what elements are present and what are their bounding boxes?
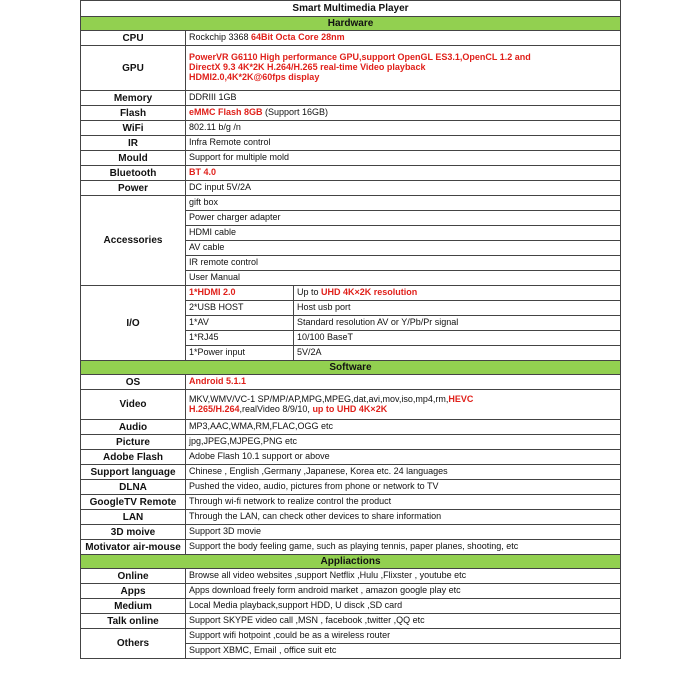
power-label: Power — [81, 181, 186, 196]
motivator-value: Support the body feeling game, such as playing tennis, paper planes, shooting, etc — [186, 540, 621, 555]
io-desc: Standard resolution AV or Y/Pb/Pr signal — [294, 316, 621, 331]
row-picture — [81, 435, 621, 450]
video-codecs: H.265/H.264 — [189, 403, 240, 414]
row-medium — [81, 599, 621, 614]
row-talk-online — [81, 614, 621, 629]
flash-highlight: eMMC Flash 8GB — [189, 107, 263, 118]
support-language-label: Support language — [81, 465, 186, 480]
row-power — [81, 181, 621, 196]
io-desc: Host usb port — [294, 301, 621, 316]
adobe-flash-value: Adobe Flash 10.1 support or above — [186, 450, 621, 465]
row-bluetooth — [81, 166, 621, 181]
flash-label: Flash — [81, 106, 186, 121]
accessory-item: gift box — [186, 196, 621, 211]
title-row — [81, 1, 621, 17]
talk-online-value: Support SKYPE video call ,MSN , facebook ,twitter ,QQ etc — [186, 614, 621, 629]
others-item: Support wifi hotpoint ,could be as a wireless router — [186, 629, 621, 644]
row-others — [81, 629, 621, 644]
talk-online-label: Talk online — [81, 614, 186, 629]
video-uhd: up to UHD 4K×2K — [312, 403, 388, 414]
row-motivator — [81, 540, 621, 555]
flash-suffix: (Support 16GB) — [262, 107, 329, 118]
row-audio — [81, 420, 621, 435]
others-item: Support XBMC, Email , office suit etc — [186, 644, 621, 659]
io-desc: 10/100 BaseT — [294, 331, 621, 346]
table-title: Smart Multimedia Player — [81, 1, 621, 17]
online-value: Browse all video websites ,support Netflix ,Hulu ,Flixster , youtube etc — [186, 569, 621, 584]
row-dlna — [81, 480, 621, 495]
dlna-value: Pushed the video, audio, pictures from phone or network to TV — [186, 480, 621, 495]
apps-value: Apps download freely form android market , amazon google play etc — [186, 584, 621, 599]
row-os — [81, 375, 621, 390]
ir-value: Infra Remote control — [186, 136, 621, 151]
video-label: Video — [81, 390, 186, 420]
section-hardware: Hardware — [81, 17, 621, 31]
gpu-line-2: DirectX 9.3 4K*2K H.264/H.265 real-time Video playback — [189, 62, 426, 73]
adobe-flash-label: Adobe Flash — [81, 450, 186, 465]
wifi-label: WiFi — [81, 121, 186, 136]
row-support-language — [81, 465, 621, 480]
row-video — [81, 390, 621, 420]
io-port: 1*Power input — [186, 346, 294, 361]
gpu-line-1: PowerVR G6110 High performance GPU,support OpenGL ES3.1,OpenCL 1.2 and — [189, 52, 531, 63]
io-desc-prefix: Up to — [297, 287, 322, 298]
mould-value: Support for multiple mold — [186, 151, 621, 166]
row-adobe-flash — [81, 450, 621, 465]
os-label: OS — [81, 375, 186, 390]
section-row-software — [81, 361, 621, 375]
row-online — [81, 569, 621, 584]
wifi-value: 802.11 b/g /n — [186, 121, 621, 136]
gpu-label: GPU — [81, 46, 186, 91]
row-ir — [81, 136, 621, 151]
apps-label: Apps — [81, 584, 186, 599]
io-port: 2*USB HOST — [186, 301, 294, 316]
motivator-label: Motivator air-mouse — [81, 540, 186, 555]
row-io — [81, 286, 621, 301]
accessory-item: AV cable — [186, 241, 621, 256]
online-label: Online — [81, 569, 186, 584]
video-hevc: HEVC — [448, 393, 474, 404]
medium-value: Local Media playback,support HDD, U disck ,SD card — [186, 599, 621, 614]
flash-value — [186, 106, 621, 121]
3d-movie-label: 3D moive — [81, 525, 186, 540]
section-row-applications — [81, 555, 621, 569]
googletv-label: GoogleTV Remote — [81, 495, 186, 510]
row-wifi — [81, 121, 621, 136]
bluetooth-value: BT 4.0 — [186, 166, 621, 181]
row-3d-movie — [81, 525, 621, 540]
spec-table — [80, 0, 621, 659]
cpu-label: CPU — [81, 31, 186, 46]
row-gpu — [81, 46, 621, 91]
cpu-prefix: Rockchip 3368 — [189, 32, 252, 43]
row-lan — [81, 510, 621, 525]
audio-value: MP3,AAC,WMA,RM,FLAC,OGG etc — [186, 420, 621, 435]
video-formats: MKV,WMV/VC-1 SP/MP/AP,MPG,MPEG,dat,avi,mov,iso,mp4,rm, — [189, 393, 449, 404]
dlna-label: DLNA — [81, 480, 186, 495]
io-desc-highlight: UHD 4K×2K resolution — [321, 287, 418, 298]
googletv-value: Through wi-fi network to realize control the product — [186, 495, 621, 510]
io-label: I/O — [81, 286, 186, 361]
cpu-value — [186, 31, 621, 46]
row-accessories — [81, 196, 621, 211]
gpu-value — [186, 46, 621, 91]
section-software: Software — [81, 361, 621, 375]
row-flash — [81, 106, 621, 121]
section-applications: Appliactions — [81, 555, 621, 569]
gpu-line-3: HDMI2.0,4K*2K@60fps display — [189, 71, 320, 82]
accessory-item: User Manual — [186, 271, 621, 286]
video-line-2 — [189, 405, 617, 415]
row-memory — [81, 91, 621, 106]
row-mould — [81, 151, 621, 166]
io-desc — [294, 286, 621, 301]
ir-label: IR — [81, 136, 186, 151]
video-value — [186, 390, 621, 420]
row-googletv — [81, 495, 621, 510]
bluetooth-label: Bluetooth — [81, 166, 186, 181]
io-port: 1*RJ45 — [186, 331, 294, 346]
picture-label: Picture — [81, 435, 186, 450]
io-desc: 5V/2A — [294, 346, 621, 361]
accessory-item: Power charger adapter — [186, 211, 621, 226]
video-realvideo: ,realVideo 8/9/10, — [239, 403, 313, 414]
os-value: Android 5.1.1 — [186, 375, 621, 390]
row-apps — [81, 584, 621, 599]
accessory-item: IR remote control — [186, 256, 621, 271]
io-port: 1*AV — [186, 316, 294, 331]
section-row-hardware — [81, 17, 621, 31]
io-port: 1*HDMI 2.0 — [186, 286, 294, 301]
medium-label: Medium — [81, 599, 186, 614]
accessory-item: HDMI cable — [186, 226, 621, 241]
memory-value: DDRIII 1GB — [186, 91, 621, 106]
power-value: DC input 5V/2A — [186, 181, 621, 196]
audio-label: Audio — [81, 420, 186, 435]
lan-label: LAN — [81, 510, 186, 525]
accessories-label: Accessories — [81, 196, 186, 286]
mould-label: Mould — [81, 151, 186, 166]
memory-label: Memory — [81, 91, 186, 106]
others-label: Others — [81, 629, 186, 659]
support-language-value: Chinese , English ,Germany ,Japanese, Korea etc. 24 languages — [186, 465, 621, 480]
3d-movie-value: Support 3D movie — [186, 525, 621, 540]
row-cpu — [81, 31, 621, 46]
picture-value: jpg,JPEG,MJPEG,PNG etc — [186, 435, 621, 450]
lan-value: Through the LAN, can check other devices to share information — [186, 510, 621, 525]
cpu-highlight: 64Bit Octa Core 28nm — [251, 32, 345, 43]
